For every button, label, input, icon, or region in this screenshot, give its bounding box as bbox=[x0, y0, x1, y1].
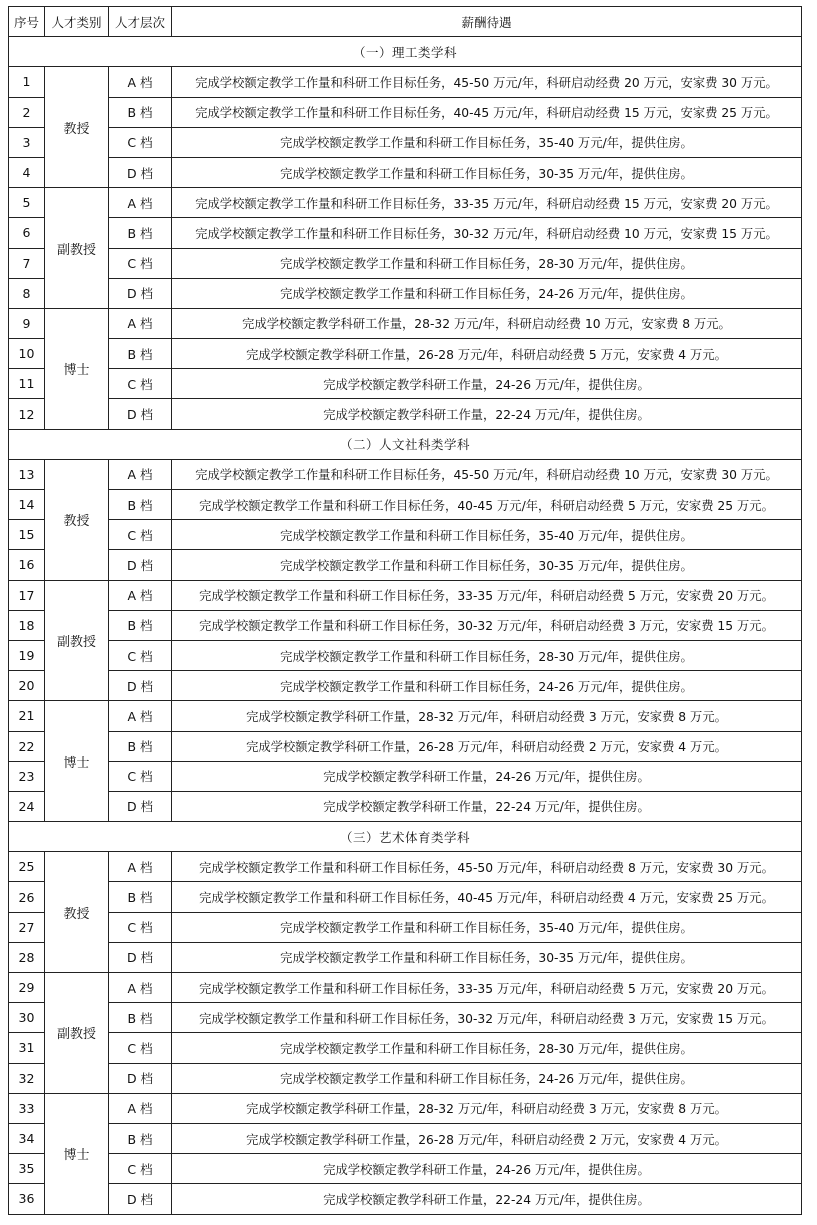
salary-benefits: 完成学校额定教学工作量和科研工作目标任务，28-30 万元/年，提供住房。 bbox=[172, 248, 802, 278]
table-row bbox=[9, 1093, 802, 1123]
salary-benefits: 完成学校额定教学科研工作量，26-28 万元/年，科研启动经费 2 万元，安家费 4 万元。 bbox=[172, 731, 802, 761]
talent-level: A 档 bbox=[109, 1093, 172, 1123]
row-seq: 32 bbox=[9, 1063, 45, 1093]
salary-benefits: 完成学校额定教学工作量和科研工作目标任务，35-40 万元/年，提供住房。 bbox=[172, 520, 802, 550]
talent-level: D 档 bbox=[109, 791, 172, 821]
table-row bbox=[9, 67, 802, 97]
salary-benefits: 完成学校额定教学工作量和科研工作目标任务，33-35 万元/年，科研启动经费 15 万元，安家费 20 万元。 bbox=[172, 188, 802, 218]
talent-level: A 档 bbox=[109, 580, 172, 610]
table-row bbox=[9, 127, 802, 157]
salary-benefits: 完成学校额定教学工作量和科研工作目标任务，30-32 万元/年，科研启动经费 3 万元，安家费 15 万元。 bbox=[172, 1003, 802, 1033]
talent-level: D 档 bbox=[109, 157, 172, 187]
row-seq: 3 bbox=[9, 127, 45, 157]
row-seq: 14 bbox=[9, 490, 45, 520]
table-row bbox=[9, 399, 802, 429]
table-row bbox=[9, 550, 802, 580]
salary-benefits: 完成学校额定教学工作量和科研工作目标任务，30-35 万元/年，提供住房。 bbox=[172, 942, 802, 972]
salary-benefits: 完成学校额定教学工作量和科研工作目标任务，40-45 万元/年，科研启动经费 5 万元，安家费 25 万元。 bbox=[172, 490, 802, 520]
salary-benefits: 完成学校额定教学科研工作量，22-24 万元/年，提供住房。 bbox=[172, 399, 802, 429]
talent-level: A 档 bbox=[109, 459, 172, 489]
row-seq: 21 bbox=[9, 701, 45, 731]
talent-level: A 档 bbox=[109, 973, 172, 1003]
table-row bbox=[9, 97, 802, 127]
row-seq: 10 bbox=[9, 339, 45, 369]
section-title: （一）理工类学科 bbox=[9, 37, 802, 67]
section-title: （二）人文社科类学科 bbox=[9, 429, 802, 459]
row-seq: 22 bbox=[9, 731, 45, 761]
table-row bbox=[9, 610, 802, 640]
salary-benefits: 完成学校额定教学工作量和科研工作目标任务，45-50 万元/年，科研启动经费 8 万元，安家费 30 万元。 bbox=[172, 852, 802, 882]
talent-category: 教授 bbox=[45, 852, 109, 973]
table-row bbox=[9, 882, 802, 912]
salary-benefits: 完成学校额定教学科研工作量，24-26 万元/年，提供住房。 bbox=[172, 1154, 802, 1184]
row-seq: 9 bbox=[9, 308, 45, 338]
row-seq: 35 bbox=[9, 1154, 45, 1184]
talent-category: 副教授 bbox=[45, 973, 109, 1094]
table-row bbox=[9, 278, 802, 308]
table-row bbox=[9, 1003, 802, 1033]
talent-category: 博士 bbox=[45, 1093, 109, 1214]
salary-benefits: 完成学校额定教学工作量和科研工作目标任务，35-40 万元/年，提供住房。 bbox=[172, 127, 802, 157]
table-row bbox=[9, 188, 802, 218]
salary-benefits: 完成学校额定教学科研工作量，28-32 万元/年，科研启动经费 3 万元，安家费 8 万元。 bbox=[172, 1093, 802, 1123]
section-row bbox=[9, 37, 802, 67]
row-seq: 15 bbox=[9, 520, 45, 550]
row-seq: 30 bbox=[9, 1003, 45, 1033]
table-row bbox=[9, 942, 802, 972]
header-row bbox=[9, 7, 802, 37]
row-seq: 16 bbox=[9, 550, 45, 580]
salary-benefits: 完成学校额定教学工作量和科研工作目标任务，28-30 万元/年，提供住房。 bbox=[172, 1033, 802, 1063]
salary-benefits: 完成学校额定教学工作量和科研工作目标任务，40-45 万元/年，科研启动经费 15 万元，安家费 25 万元。 bbox=[172, 97, 802, 127]
talent-level: D 档 bbox=[109, 671, 172, 701]
talent-level: D 档 bbox=[109, 1063, 172, 1093]
talent-level: A 档 bbox=[109, 308, 172, 338]
table-row bbox=[9, 1033, 802, 1063]
header-seq: 序号 bbox=[9, 7, 45, 37]
talent-level: D 档 bbox=[109, 550, 172, 580]
table-row bbox=[9, 852, 802, 882]
salary-benefits: 完成学校额定教学工作量和科研工作目标任务，24-26 万元/年，提供住房。 bbox=[172, 278, 802, 308]
table-row bbox=[9, 520, 802, 550]
row-seq: 33 bbox=[9, 1093, 45, 1123]
salary-benefits: 完成学校额定教学工作量和科研工作目标任务，33-35 万元/年，科研启动经费 5 万元，安家费 20 万元。 bbox=[172, 973, 802, 1003]
salary-benefits: 完成学校额定教学工作量和科研工作目标任务，30-35 万元/年，提供住房。 bbox=[172, 157, 802, 187]
section-title: （三）艺术体育类学科 bbox=[9, 822, 802, 852]
header-level: 人才层次 bbox=[109, 7, 172, 37]
salary-benefits: 完成学校额定教学科研工作量，28-32 万元/年，科研启动经费 10 万元，安家费 8 万元。 bbox=[172, 308, 802, 338]
row-seq: 34 bbox=[9, 1123, 45, 1153]
row-seq: 17 bbox=[9, 580, 45, 610]
talent-category: 教授 bbox=[45, 67, 109, 188]
table-row bbox=[9, 490, 802, 520]
talent-level: B 档 bbox=[109, 97, 172, 127]
table-row bbox=[9, 1123, 802, 1153]
talent-level: C 档 bbox=[109, 1154, 172, 1184]
table-body bbox=[9, 37, 802, 1214]
salary-benefits: 完成学校额定教学科研工作量，26-28 万元/年，科研启动经费 2 万元，安家费 4 万元。 bbox=[172, 1123, 802, 1153]
salary-benefits: 完成学校额定教学工作量和科研工作目标任务，30-32 万元/年，科研启动经费 3 万元，安家费 15 万元。 bbox=[172, 610, 802, 640]
row-seq: 24 bbox=[9, 791, 45, 821]
salary-benefits: 完成学校额定教学工作量和科研工作目标任务，30-35 万元/年，提供住房。 bbox=[172, 550, 802, 580]
row-seq: 13 bbox=[9, 459, 45, 489]
salary-benefits: 完成学校额定教学工作量和科研工作目标任务，45-50 万元/年，科研启动经费 10 万元，安家费 30 万元。 bbox=[172, 459, 802, 489]
talent-level: C 档 bbox=[109, 1033, 172, 1063]
talent-level: C 档 bbox=[109, 369, 172, 399]
salary-benefits: 完成学校额定教学科研工作量，26-28 万元/年，科研启动经费 5 万元，安家费 4 万元。 bbox=[172, 339, 802, 369]
row-seq: 31 bbox=[9, 1033, 45, 1063]
table-row bbox=[9, 157, 802, 187]
table-row bbox=[9, 1063, 802, 1093]
talent-level: B 档 bbox=[109, 1003, 172, 1033]
row-seq: 5 bbox=[9, 188, 45, 218]
talent-level: A 档 bbox=[109, 852, 172, 882]
talent-level: C 档 bbox=[109, 248, 172, 278]
talent-category: 副教授 bbox=[45, 188, 109, 309]
header-category: 人才类别 bbox=[45, 7, 109, 37]
salary-benefits: 完成学校额定教学科研工作量，28-32 万元/年，科研启动经费 3 万元，安家费 8 万元。 bbox=[172, 701, 802, 731]
talent-level: C 档 bbox=[109, 761, 172, 791]
salary-benefits: 完成学校额定教学工作量和科研工作目标任务，28-30 万元/年，提供住房。 bbox=[172, 640, 802, 670]
talent-level: C 档 bbox=[109, 520, 172, 550]
header-pay: 薪酬待遇 bbox=[172, 7, 802, 37]
table-row bbox=[9, 369, 802, 399]
row-seq: 19 bbox=[9, 640, 45, 670]
row-seq: 1 bbox=[9, 67, 45, 97]
talent-level: B 档 bbox=[109, 218, 172, 248]
row-seq: 23 bbox=[9, 761, 45, 791]
salary-benefits: 完成学校额定教学科研工作量，24-26 万元/年，提供住房。 bbox=[172, 761, 802, 791]
table-row bbox=[9, 1184, 802, 1214]
row-seq: 8 bbox=[9, 278, 45, 308]
salary-benefits: 完成学校额定教学工作量和科研工作目标任务，33-35 万元/年，科研启动经费 5 万元，安家费 20 万元。 bbox=[172, 580, 802, 610]
talent-level: D 档 bbox=[109, 942, 172, 972]
row-seq: 25 bbox=[9, 852, 45, 882]
row-seq: 4 bbox=[9, 157, 45, 187]
talent-level: B 档 bbox=[109, 1123, 172, 1153]
talent-level: D 档 bbox=[109, 1184, 172, 1214]
row-seq: 6 bbox=[9, 218, 45, 248]
salary-table bbox=[8, 6, 802, 1215]
talent-level: B 档 bbox=[109, 610, 172, 640]
section-row bbox=[9, 822, 802, 852]
table-row bbox=[9, 308, 802, 338]
row-seq: 20 bbox=[9, 671, 45, 701]
table-row bbox=[9, 248, 802, 278]
section-row bbox=[9, 429, 802, 459]
salary-benefits: 完成学校额定教学工作量和科研工作目标任务，45-50 万元/年，科研启动经费 20 万元，安家费 30 万元。 bbox=[172, 67, 802, 97]
talent-category: 教授 bbox=[45, 459, 109, 580]
salary-benefits: 完成学校额定教学工作量和科研工作目标任务，40-45 万元/年，科研启动经费 4 万元，安家费 25 万元。 bbox=[172, 882, 802, 912]
table-row bbox=[9, 339, 802, 369]
talent-level: A 档 bbox=[109, 701, 172, 731]
talent-level: B 档 bbox=[109, 882, 172, 912]
table-row bbox=[9, 640, 802, 670]
row-seq: 27 bbox=[9, 912, 45, 942]
row-seq: 2 bbox=[9, 97, 45, 127]
row-seq: 36 bbox=[9, 1184, 45, 1214]
row-seq: 11 bbox=[9, 369, 45, 399]
talent-level: D 档 bbox=[109, 278, 172, 308]
table-row bbox=[9, 791, 802, 821]
talent-category: 博士 bbox=[45, 701, 109, 822]
talent-category: 副教授 bbox=[45, 580, 109, 701]
row-seq: 28 bbox=[9, 942, 45, 972]
salary-benefits: 完成学校额定教学科研工作量，22-24 万元/年，提供住房。 bbox=[172, 791, 802, 821]
table-row bbox=[9, 731, 802, 761]
table-row bbox=[9, 912, 802, 942]
salary-benefits: 完成学校额定教学工作量和科研工作目标任务，35-40 万元/年，提供住房。 bbox=[172, 912, 802, 942]
talent-level: A 档 bbox=[109, 188, 172, 218]
salary-benefits: 完成学校额定教学工作量和科研工作目标任务，24-26 万元/年，提供住房。 bbox=[172, 671, 802, 701]
talent-level: C 档 bbox=[109, 912, 172, 942]
salary-benefits: 完成学校额定教学工作量和科研工作目标任务，24-26 万元/年，提供住房。 bbox=[172, 1063, 802, 1093]
table-row bbox=[9, 701, 802, 731]
table-row bbox=[9, 218, 802, 248]
talent-level: B 档 bbox=[109, 731, 172, 761]
table-row bbox=[9, 1154, 802, 1184]
salary-benefits: 完成学校额定教学工作量和科研工作目标任务，30-32 万元/年，科研启动经费 10 万元，安家费 15 万元。 bbox=[172, 218, 802, 248]
talent-category: 博士 bbox=[45, 308, 109, 429]
row-seq: 26 bbox=[9, 882, 45, 912]
table-row bbox=[9, 761, 802, 791]
talent-level: A 档 bbox=[109, 67, 172, 97]
salary-benefits: 完成学校额定教学科研工作量，22-24 万元/年，提供住房。 bbox=[172, 1184, 802, 1214]
salary-benefits: 完成学校额定教学科研工作量，24-26 万元/年，提供住房。 bbox=[172, 369, 802, 399]
talent-level: B 档 bbox=[109, 339, 172, 369]
row-seq: 29 bbox=[9, 973, 45, 1003]
talent-level: B 档 bbox=[109, 490, 172, 520]
talent-level: D 档 bbox=[109, 399, 172, 429]
row-seq: 18 bbox=[9, 610, 45, 640]
row-seq: 12 bbox=[9, 399, 45, 429]
table-row bbox=[9, 580, 802, 610]
talent-level: C 档 bbox=[109, 640, 172, 670]
table-row bbox=[9, 671, 802, 701]
talent-level: C 档 bbox=[109, 127, 172, 157]
table-row bbox=[9, 459, 802, 489]
row-seq: 7 bbox=[9, 248, 45, 278]
table-row bbox=[9, 973, 802, 1003]
